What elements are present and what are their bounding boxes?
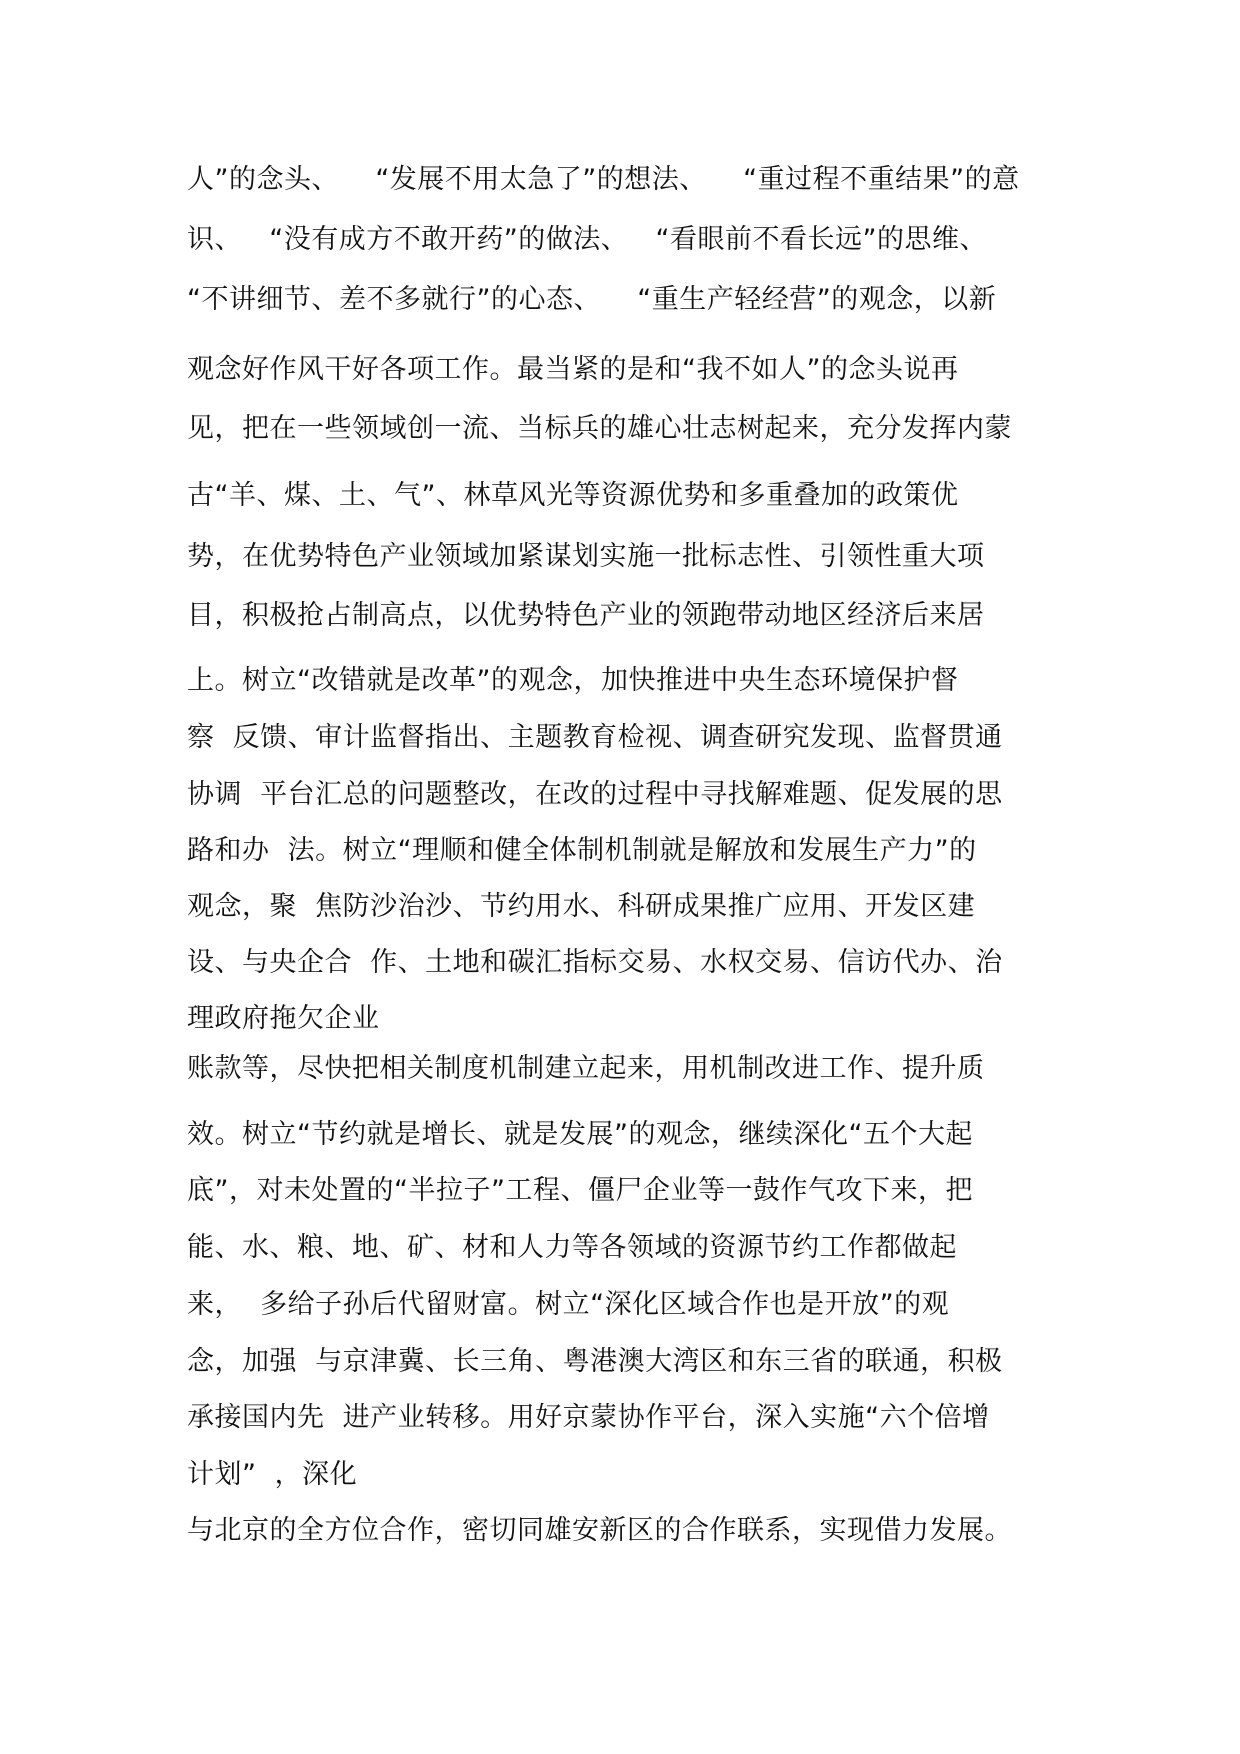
text-line-9: 上。树立“改错就是改革”的观念，加快推进中央生态环境保护督 [187, 665, 959, 696]
text-line-3: “不讲细节、差不多就行”的心态、 “重生产轻经营”的观念，以新 [187, 284, 997, 315]
text-line-5: 见，把在一些领域创一流、当标兵的雄心壮志树起来，充分发挥内蒙 [187, 413, 1012, 444]
text-line-22: 承接国内先 进产业转移。用好京蒙协作平台，深入实施“六个倍增 [187, 1402, 990, 1433]
text-line-8: 目，积极抢占制高点，以优势特色产业的领跑带动地区经济后来居 [187, 600, 985, 631]
text-line-12: 路和办 法。树立“理顺和健全体制机制就是解放和发展生产力”的 [187, 835, 977, 866]
text-line-21: 念，加强 与京津冀、长三角、粤港澳大湾区和东三省的联通，积极 [187, 1346, 1003, 1377]
text-line-4: 观念好作风干好各项工作。最当紧的是和“我不如人”的念头说再 [187, 354, 959, 385]
text-line-17: 效。树立“节约就是增长、就是发展”的观念，继续深化“五个大起 [187, 1119, 973, 1150]
text-line-10: 察 反馈、审计监督指出、主题教育检视、调查研究发现、监督贯通 [187, 722, 1003, 753]
text-line-20: 来， 多给子孙后代留财富。树立“深化区域合作也是开放”的观 [187, 1289, 950, 1320]
text-line-19: 能、水、粮、地、矿、材和人力等各领域的资源节约工作都做起 [187, 1232, 957, 1263]
text-line-2: 识、 “没有成方不敢开药”的做法、 “看眼前不看长远”的思维、 [187, 224, 987, 255]
text-line-24: 与北京的全方位合作，密切同雄安新区的合作联系，实现借力发展。 [187, 1515, 1012, 1546]
text-line-18: 底”，对未处置的“半拉子”工程、僵尸企业等一鼓作气攻下来，把 [187, 1175, 973, 1206]
text-line-15: 理政府拖欠企业 [187, 1003, 380, 1034]
text-line-13: 观念，聚 焦防沙治沙、节约用水、科研成果推广应用、开发区建 [187, 891, 976, 922]
text-line-16: 账款等，尽快把相关制度机制建立起来，用机制改进工作、提升质 [187, 1053, 985, 1084]
text-line-7: 势，在优势特色产业领域加紧谋划实施一批标志性、引领性重大项 [187, 541, 985, 572]
text-line-14: 设、与央企合 作、土地和碳汇指标交易、水权交易、信访代办、治 [187, 947, 1003, 978]
text-line-1: 人”的念头、 “发展不用太急了”的想法、 “重过程不重结果”的意 [187, 164, 1020, 195]
text-line-23: 计划” ，深化 [187, 1459, 358, 1490]
text-line-11: 协调 平台汇总的问题整改，在改的过程中寻找解难题、促发展的思 [187, 779, 1003, 810]
text-line-6: 古“羊、煤、土、气”、林草风光等资源优势和多重叠加的政策优 [187, 480, 959, 511]
